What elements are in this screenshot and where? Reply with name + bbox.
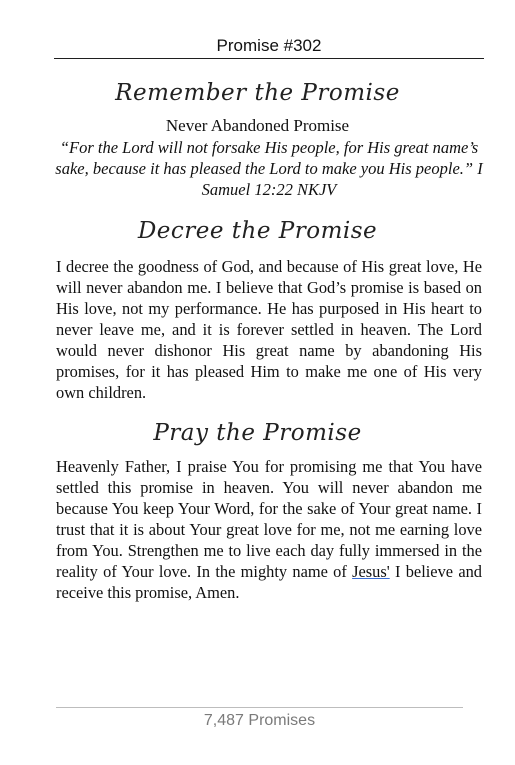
promise-name: Never Abandoned Promise: [165, 116, 350, 135]
scripture-verse: “For the Lord will not forsake His people, for His great name’s sake, because it has pleased the Lord to make you His people.” I Samuel 12:22 NKJV: [55, 138, 483, 199]
pray-text-before: Heavenly Father, I praise You for promising me that You have settled this promise in heaven. You will never abandon me because You keep Your Word, for the sake of Your great name. I trust that it is about Your great love for me, not me earning love from You. Strengthen me to live each day fully immersed in the reality of Your love. In the mighty name of: [56, 457, 482, 581]
pray-paragraph: [56, 456, 482, 603]
footer-count: 7,487 Promises: [203, 712, 316, 729]
decree-paragraph: I decree the goodness of God, and because of His great love, He will never abandon me. I believe that God’s promise is based on His love, not my performance. He has purposed in His heart to never leave me, and it is forever settled in heaven. The Lord would never dishonor His great name by abandoning His promises, for it has pleased Him to make me one of His very own children.: [56, 257, 482, 402]
page-title: Promise #302: [216, 36, 322, 55]
page-header: [54, 33, 484, 59]
pray-text-after: I believe and receive this promise, Amen.: [56, 562, 482, 602]
pray-heading: Pray the Promise: [153, 420, 362, 446]
page-footer: [56, 707, 463, 734]
remember-heading: Remember the Promise: [115, 80, 400, 106]
decree-heading: Decree the Promise: [137, 218, 378, 244]
jesus-link[interactable]: Jesus': [352, 562, 390, 581]
